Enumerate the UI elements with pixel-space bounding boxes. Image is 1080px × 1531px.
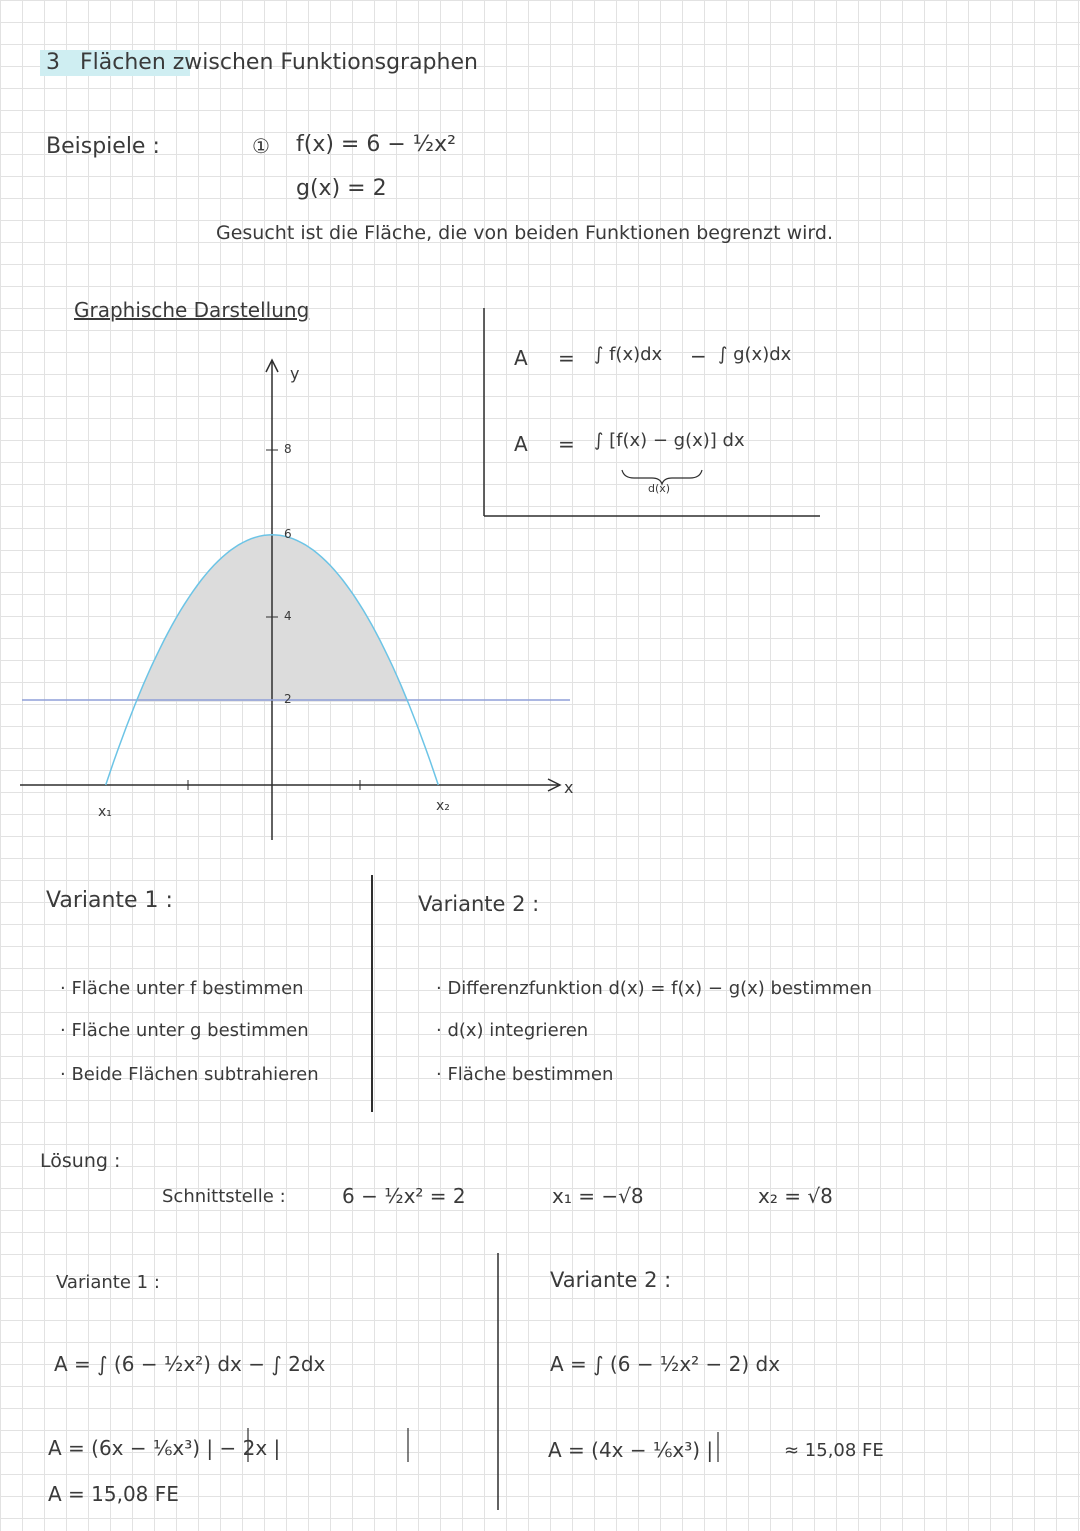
y-tick-label: 6 xyxy=(284,527,292,541)
formula-A: A xyxy=(514,346,528,370)
solution-v2-line1: A = ∫ (6 − ½x² − 2) dx xyxy=(550,1352,781,1376)
examples-label: Beispiele : xyxy=(46,134,160,159)
y-tick-label: 4 xyxy=(284,609,292,623)
solution-label: Lösung : xyxy=(40,1150,121,1172)
example-number: ① xyxy=(252,134,270,158)
variant1-item: · Fläche unter f bestimmen xyxy=(60,978,304,999)
intersection-label: Schnittstelle : xyxy=(162,1186,286,1207)
solution-v2-heading: Variante 2 : xyxy=(550,1268,672,1292)
variant1-heading: Variante 1 : xyxy=(46,888,173,913)
formula-int-g: ∫ g(x)dx xyxy=(718,344,792,365)
formula-int-f: ∫ f(x)dx xyxy=(594,344,663,365)
x1-solution: x₁ = −√8 xyxy=(552,1184,644,1208)
solution-v1-line2: A = (6x − ⅙x³) | − 2x | xyxy=(48,1436,281,1460)
y-tick-label: 2 xyxy=(284,692,292,706)
y-axis-label: y xyxy=(290,364,300,383)
solution-v1-result: A = 15,08 FE xyxy=(48,1482,179,1506)
formula-eq: = xyxy=(558,346,575,370)
formula-difference-integral: ∫ [f(x) − g(x)] dx xyxy=(594,430,745,451)
variant2-item: · d(x) integrieren xyxy=(436,1020,589,1041)
formula-A-2: A xyxy=(514,432,528,456)
x2-solution: x₂ = √8 xyxy=(758,1184,833,1208)
variant1-item: · Beide Flächen subtrahieren xyxy=(60,1064,319,1085)
g-definition: g(x) = 2 xyxy=(296,176,387,201)
solution-v2-result: ≈ 15,08 FE xyxy=(784,1440,884,1461)
solution-v1-heading: Variante 1 : xyxy=(56,1272,160,1293)
formula-dx-label: d(x) xyxy=(648,482,671,495)
formula-minus: − xyxy=(690,344,707,368)
x1-label: x₁ xyxy=(98,804,112,820)
variant2-item: · Fläche bestimmen xyxy=(436,1064,614,1085)
solution-v2-line2: A = (4x − ⅙x³) | xyxy=(548,1438,714,1462)
variant2-heading: Variante 2 : xyxy=(418,892,540,916)
graph-heading: Graphische Darstellung xyxy=(74,298,310,322)
x2-label: x₂ xyxy=(436,798,450,814)
variant1-item: · Fläche unter g bestimmen xyxy=(60,1020,309,1041)
x-axis-label: x xyxy=(564,778,574,797)
solution-v1-line1: A = ∫ (6 − ½x²) dx − ∫ 2dx xyxy=(54,1352,326,1376)
f-definition: f(x) = 6 − ½x² xyxy=(296,132,456,157)
task-text: Gesucht ist die Fläche, die von beiden Funktionen begrenzt wird. xyxy=(216,222,833,244)
variant2-item: · Differenzfunktion d(x) = f(x) − g(x) bestimmen xyxy=(436,978,873,999)
y-tick-label: 8 xyxy=(284,442,292,456)
title-number: 3 xyxy=(46,50,60,75)
page-title: Flächen zwischen Funktionsgraphen xyxy=(80,50,478,75)
intersection-equation: 6 − ½x² = 2 xyxy=(342,1184,466,1208)
formula-eq-2: = xyxy=(558,432,575,456)
